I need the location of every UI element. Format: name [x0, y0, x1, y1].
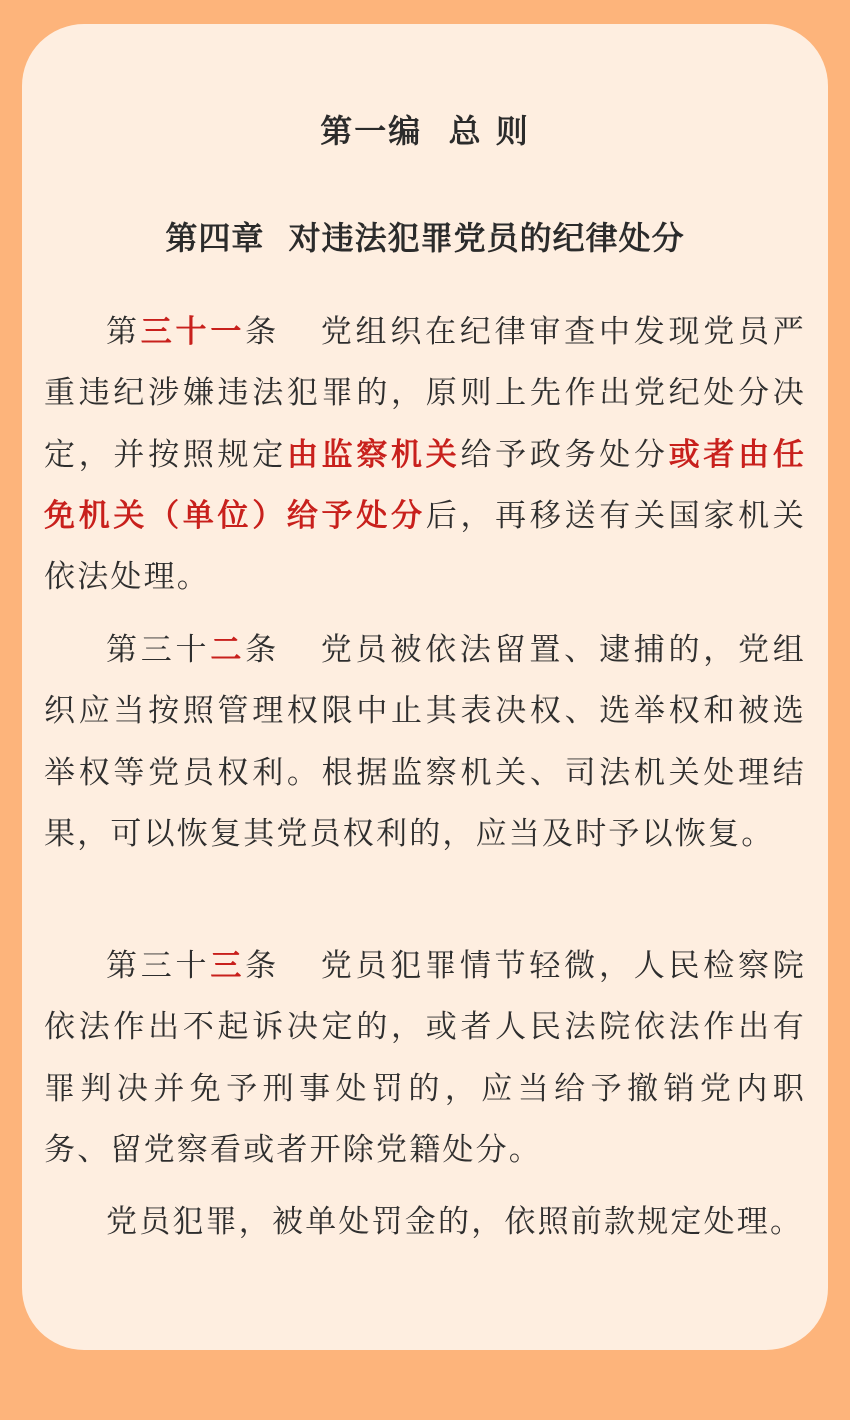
article-31-number-suffix: 条: [245, 314, 280, 350]
article-31-highlight-a: 由监察机关: [286, 436, 461, 473]
chapter-title: 第四章 对违法犯罪党员的纪律处分: [165, 219, 685, 257]
part-title: 第一编 总 则: [320, 112, 530, 150]
article-33-gap: [280, 948, 321, 984]
article-33: [44, 936, 806, 1181]
article-33-number-highlight: 三: [210, 948, 246, 984]
article-32-gap: [280, 632, 321, 668]
article-31-number-prefix: 第: [106, 314, 141, 350]
article-32-number-suffix: 条: [245, 632, 280, 668]
article-32-number-highlight: 二: [210, 632, 246, 668]
article-31-text-b: 给予政务处分: [460, 436, 669, 473]
article-32-number-prefix: 第三十: [106, 632, 211, 668]
article-33-paragraph-2: 党员犯罪，被单处罚金的，依照前款规定处理。: [106, 1204, 804, 1240]
article-33-text: 党员犯罪情节轻微，人民检察院依法作出不起诉决定的，或者人民法院依法作出有罪判决并免予刑事处罚的，应当给予撤销党内职务、留党察看或者开除党籍处分。: [44, 948, 807, 1168]
article-31-text-c: 后，再移送有关国家机关依法处理。: [44, 497, 806, 596]
article-32: [44, 620, 806, 865]
article-31-highlight-b: 或者由任免机关（单位）给予处分: [44, 436, 807, 534]
article-31-text-a: 党组织在纪律审查中发现党员严重违纪涉嫌违法犯罪的，原则上先作出党纪处分决定，并按照规定: [44, 314, 807, 473]
article-33-number-prefix: 第三十: [106, 948, 211, 984]
article-31: [44, 302, 806, 608]
article-31-number-highlight: 三十一: [140, 314, 246, 350]
article-33-number-suffix: 条: [245, 948, 280, 984]
article-31-gap: [280, 314, 321, 350]
article-32-text: 党员被依法留置、逮捕的，党组织应当按照管理权限中止其表决权、选举权和被选举权等党员权利。根据监察机关、司法机关处理结果，可以恢复其党员权利的，应当及时予以恢复。: [44, 632, 807, 852]
